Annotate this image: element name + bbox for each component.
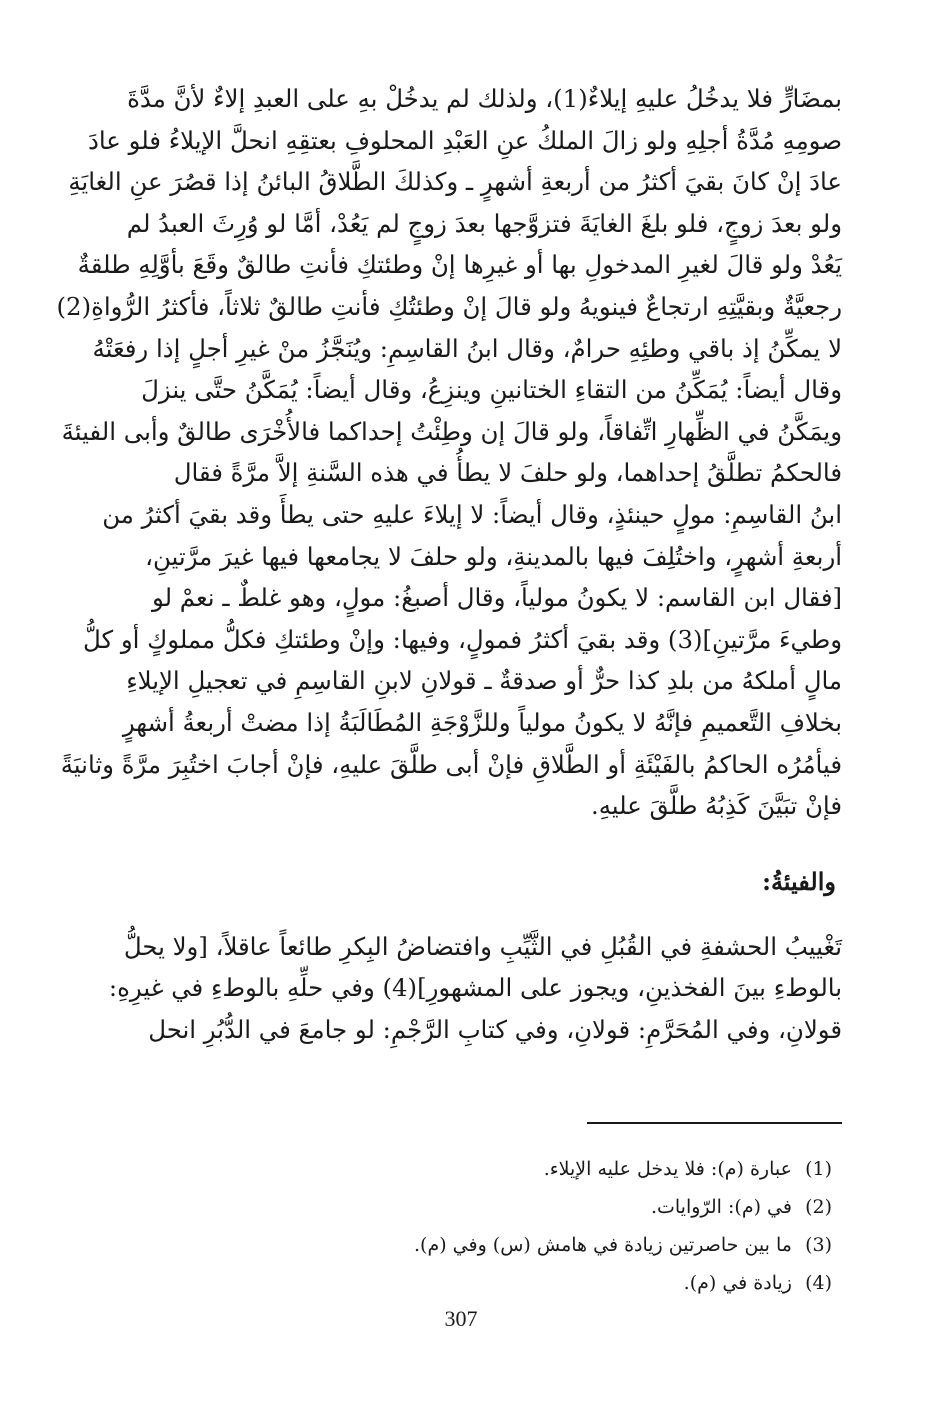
text-line: فالحكمُ تطلَّقُ إحداهما، ولو حلفَ لا يطأُ في هذه السَّنةِ إلاَّ مرَّةً فقال bbox=[173, 458, 842, 488]
text-line: لا يمكِّنُ إذ باقي وطئِهِ حرامٌ، وقال ابنُ القاسِمِ: ويُنَجَّزُ منْ غيرِ أجلٍ إذا رفعَتْهُ bbox=[92, 333, 842, 363]
text-line: فإنْ تبَيَّنَ كَذِبُهُ طلَّقَ عليهِ. bbox=[590, 791, 842, 821]
text-line: وقال أيضاً: يُمَكِّنُ من التقاءِ الختانينِ وينزِعُ، وقال أيضاً: يُمَكَّنُ حتَّى ينزلَ bbox=[141, 375, 842, 405]
footnote-text: عبارة (م): فلا يدخل عليه الإيلاء. bbox=[543, 1158, 792, 1180]
footnote-number: (3) bbox=[805, 1234, 832, 1256]
text-line: أربعةِ أشهرٍ، واختُلِفَ فيها بالمدينةِ، ولو حلفَ لا يجامعها فيها غيرَ مرَّتينِ، bbox=[145, 541, 842, 571]
footnote bbox=[80, 1226, 842, 1264]
footnote-divider bbox=[587, 1122, 842, 1124]
text-line: ولو بعدَ زوجٍ، فلو بلغَ الغايَةَ فتزوَّجها بعدَ زوجٍ لم يَعُدْ، أمَّا لو وُرِثَ العبدُ لم bbox=[126, 208, 842, 238]
text-line: تَغْييبُ الحشفةِ في القُبُلِ في الثَّيِّبِ وافتضاضُ البِكرِ طائعاً عاقلاً، [ولا يحلُّ bbox=[123, 931, 842, 961]
text-line: وطيءَ مرَّتينِ](3) وقد بقيَ أكثرُ فمولٍ، وفيها: وإنْ وطئتكِ فكلُّ مملوكٍ أو كلُّ bbox=[82, 624, 842, 654]
section-heading: والفيئةُ: bbox=[762, 866, 836, 896]
footnote-text: ما بين حاصرتين زيادة في هامش (س) وفي (م). bbox=[414, 1234, 792, 1256]
text-line: قولانِ، وفي المُحَرَّمِ: قولانِ، وفي كتابِ الرَّجْمِ: لو جامعَ في الدُّبُرِ انحل bbox=[148, 1014, 842, 1044]
text-line: يَعُدْ ولو قالَ لغيرِ المدخولِ بها أو غيرِها إنْ وطئتكِ فأنتِ طالقٌ وقَعَ بأوَّلِهِ طلقةٌ bbox=[77, 250, 842, 280]
footnote-text: زيادة في (م). bbox=[683, 1272, 792, 1294]
text-line: عادَ إنْ كانَ بقيَ أكثرُ من أربعةِ أشهرٍ ـ وكذلكَ الطَّلاقُ البائنُ إذا قصُرَ عنِ الغايَةِ bbox=[68, 167, 842, 197]
second-paragraph bbox=[80, 926, 842, 1051]
footnote bbox=[80, 1150, 842, 1188]
text-line: مالٍ أملكهُ من بلدِ كذا حرٌّ أو صدقةٌ ـ قولانِ لابنِ القاسِمِ في تعجيلِ الإيلاءِ bbox=[126, 666, 842, 696]
footnote-number: (1) bbox=[805, 1158, 832, 1180]
text-line: بمضَارٍّ فلا يدخُلُ عليهِ إيلاءٌ(1)، ولذلك لم يدخُلْ بهِ على العبدِ إلاءٌ لأنَّ مدَّةَ bbox=[127, 84, 842, 113]
text-line: ويمَكَّنُ في الظِّهارِ اتِّفاقاً، ولو قالَ إن وطِئْتُ إحداكما فالأُخْرَى طالقٌ وأبى الفيئةَ bbox=[61, 416, 842, 446]
text-line: بالوطءِ بينَ الفخذينِ، ويجوز على المشهورِ](4) وفي حلِّهِ بالوطءِ في غيرِهِ: bbox=[108, 973, 842, 1003]
footnote-text: في (م): الرّوايات. bbox=[650, 1196, 792, 1218]
footnotes bbox=[80, 1150, 842, 1302]
main-paragraph bbox=[56, 78, 842, 827]
footnote bbox=[80, 1264, 842, 1302]
text-line: فيأمُرُه الحاكمُ بالفَيْئَةِ أو الطَّلاقِ فإنْ أبى طلَّقَ عليهِ، فإنْ أجابَ اختُبِرَ مرَّةً وثانيَةً bbox=[60, 749, 842, 779]
page-number: 307 bbox=[444, 1306, 478, 1331]
text-line: رجعيَّةٌ وبقيَّتِهِ ارتجاعٌ فينويهُ ولو قالَ إنْ وطئتُكِ فأنتِ طالقٌ ثلاثاً، فأكثرُ الرُّواةِ(2) bbox=[56, 291, 842, 321]
footnote-number: (4) bbox=[805, 1272, 832, 1294]
footnote-number: (2) bbox=[805, 1196, 832, 1218]
text-line: ابنُ القاسِمِ: مولٍ حينئذٍ، وقال أيضاً: لا إيلاءَ عليهِ حتى يطأَ وقد بقيَ أكثرُ من bbox=[102, 499, 842, 529]
text-line: بخلافِ التَّعميمِ فإنَّهُ لا يكونُ مولياً وللزَّوْجَةِ المُطَالَبَةُ إذا مضتْ أربعةُ أشهرٍ bbox=[122, 707, 842, 737]
book-page bbox=[56, 78, 842, 1398]
text-line: صومِهِ مُدَّةُ أجلِهِ ولو زالَ الملكُ عنِ العَبْدِ المحلوفِ بعتقِهِ انحلَّ الإيلاءُ فلو عادَ bbox=[88, 125, 842, 155]
text-line: [فقال ابن القاسم: لا يكونُ مولياً، وقال أصبغُ: مولٍ، وهو غلطٌ ـ نعمْ لو bbox=[152, 583, 842, 613]
footnote bbox=[80, 1188, 842, 1226]
